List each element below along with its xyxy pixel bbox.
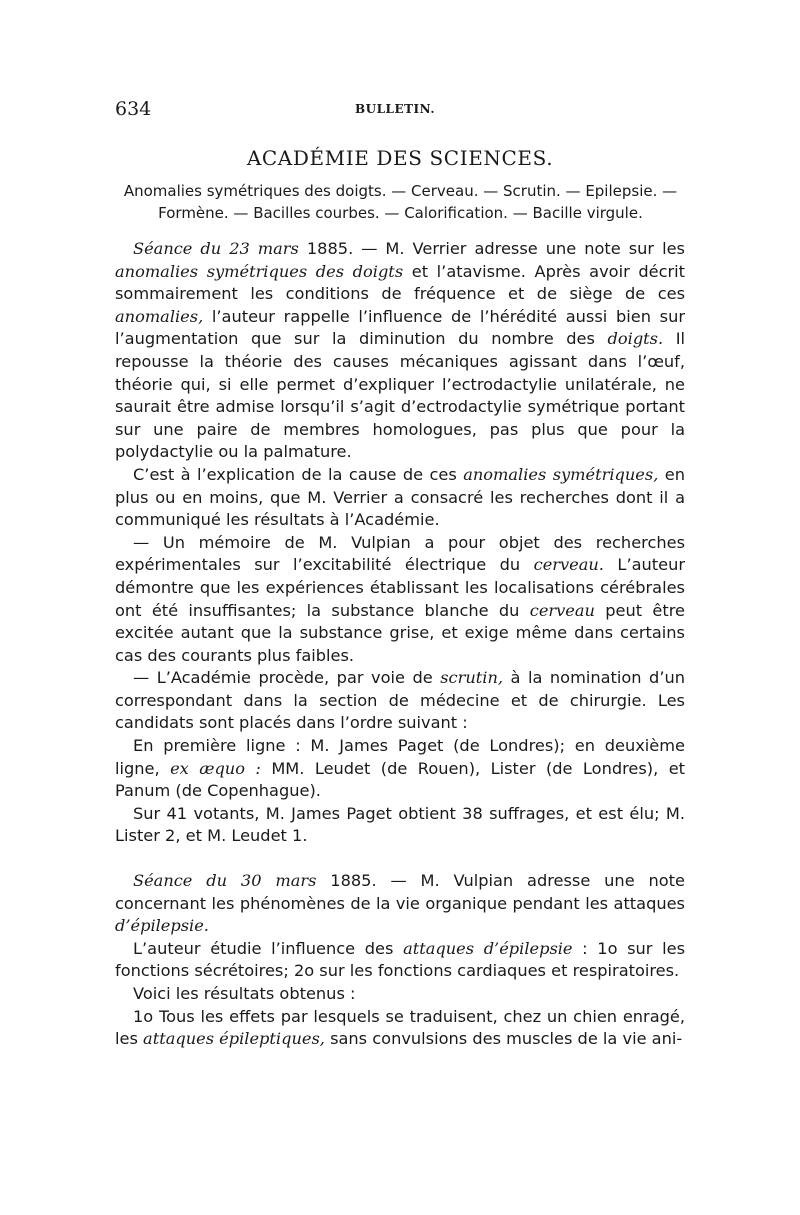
text-run: — Un mémoire de M. Vulpian a pour objet des recherches expérimentales sur l’excitabilité électrique du [115,532,685,575]
text-run: : 1o sur les fonctions sécrétoires; 2o sur les fonctions cardiaques et respiratoires. [115,938,685,981]
text-run: 1o Tous les effets par lesquels se traduisent, chez un chien enragé, les [115,1006,685,1049]
italic-term: doigts. [607,329,664,349]
session-date: Séance du 23 mars [133,239,299,258]
italic-term: ex æquo : [170,758,261,778]
text-run: l’auteur rappelle l’influence de l’hérédité aussi bien sur l’augmentation que sur la diminution du nombre des [115,306,685,349]
text-run: Il repousse la théorie des causes mécaniques agissant dans l’œuf, théorie qui, si elle permet d’expliquer l’ectrodactylie unilatérale, ne saurait être admise lorsqu’il s’agit d’ectrodactylie symétrique portant sur une paire de membres homologues, pas plus que pour la polydactylie ou la palmature. [115,329,685,462]
text-run: En première ligne : M. James Paget (de Londres); en deuxième ligne, [115,736,685,778]
paragraph-verrier [115,464,685,532]
text-run: sans convulsions des muscles de la vie ani- [324,1029,683,1049]
paragraph-seance-30-mars [115,870,685,938]
text-run: peut être excitée autant que la substance grise, et exige même dans certains cas des courants plus faibles. [115,600,685,665]
text-run: 1885. — M. Verrier adresse une note sur les [298,239,685,258]
paragraph-vulpian-cerveau [115,532,685,668]
article-body [115,238,685,1051]
paragraph-vote-result [115,803,685,848]
text-run: MM. Leudet (de Rouen), Lister (de Londres), et Panum (de Copenhague). [115,758,686,801]
paragraph-seance-23-mars [115,238,685,464]
summary-line: Anomalies symétriques des doigts. — Cerveau. — Scrutin. — Epilepsie. — [123,182,678,200]
italic-term: attaques d’épilepsie [403,938,573,958]
italic-term: scrutin, [440,668,504,688]
summary-line: Formène. — Bacilles courbes. — Calorification. — Bacille virgule. [158,204,643,222]
text-run: en plus ou en moins, que M. Verrier a consacré les recherches dont il a communiqué les résultats à l’Académie. [115,464,685,530]
text-run: C’est à l’explication de la cause de ces [133,464,464,484]
text-run: L’auteur démontre que les expériences établissant les localisations cérébrales ont été insuffisantes; la substance blanche du [115,555,685,620]
italic-term: cerveau. [533,555,604,575]
text-run: à la nomination d’un correspondant dans la section de médecine et de chirurgie. Les candidats sont placés dans l’ordre suivant : [115,668,685,733]
text-run: Voici les résultats obtenus : [133,984,356,1003]
italic-term: anomalies symétriques des doigts [115,261,404,281]
italic-term: cerveau [529,600,595,620]
italic-term: anomalies, [115,306,204,326]
paragraph-candidates [115,735,685,803]
paragraph-resultats [115,983,685,1006]
running-head: BULLETIN. [355,102,436,116]
paragraph-scrutin [115,667,685,735]
text-run: L’auteur étudie l’influence des [133,938,404,958]
text-run: — L’Académie procède, par voie de [133,668,441,688]
text-run: 1885. — M. Vulpian adresse une note concernant les phénomènes de la vie organique pendant les attaques [115,871,685,913]
italic-term: d’épilepsie. [115,916,209,936]
italic-term: anomalies symétriques, [463,464,659,484]
text-run: Sur 41 votants, M. James Paget obtient 38 suffrages, et est élu; M. Lister 2, et M. Leudet 1. [115,803,685,846]
text-run: et l’atavisme. Après avoir décrit sommairement les conditions de fréquence et de siège de ces [115,261,685,304]
page-number: 634 [115,98,152,120]
section-title: ACADÉMIE DES SCIENCES. [246,146,554,170]
session-date: Séance du 30 mars [133,871,317,891]
section-summary [113,180,688,224]
italic-term: attaques épileptiques, [143,1029,325,1049]
paragraph-chien-enrage [115,1006,685,1051]
paragraph-epilepsie-influence [115,938,685,983]
